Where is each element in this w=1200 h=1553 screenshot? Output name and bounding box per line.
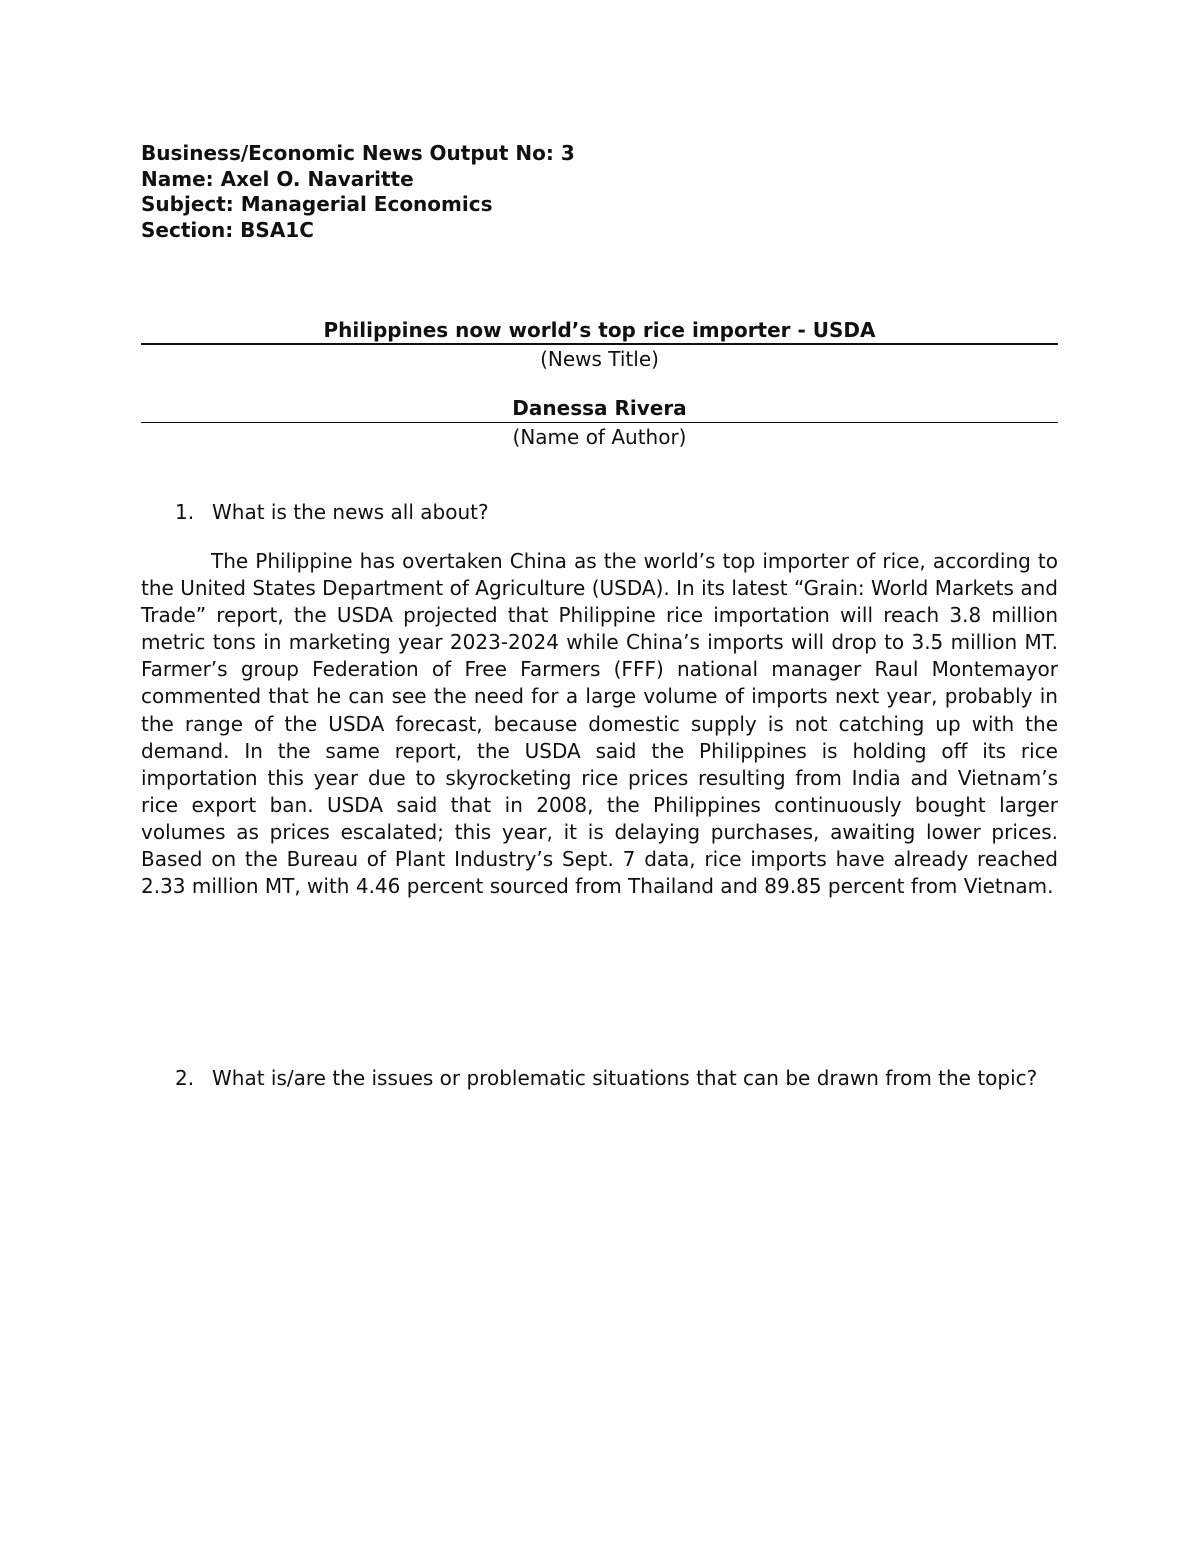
output-number-line: Business/Economic News Output No: 3 [141, 141, 575, 165]
news-title: Philippines now world’s top rice importer - USDA [323, 318, 876, 342]
author-caption: (Name of Author) [512, 425, 687, 449]
question-number: 1. [175, 500, 195, 524]
document-header [141, 141, 575, 243]
news-title-caption: (News Title) [540, 347, 659, 371]
author-underline [141, 422, 1058, 423]
question-text: What is the news all about? [212, 500, 489, 524]
question-text: What is/are the issues or problematic situations that can be drawn from the topic? [212, 1066, 1038, 1090]
section-line: Section: BSA1C [141, 217, 314, 242]
student-name-line: Name: Axel O. Navaritte [141, 166, 414, 191]
subject-line: Subject: Managerial Economics [141, 192, 493, 216]
question-number: 2. [175, 1066, 195, 1090]
author-name: Danessa Rivera [512, 396, 687, 420]
question-1 [175, 500, 489, 525]
question-2 [175, 1066, 1038, 1091]
title-underline [141, 343, 1058, 345]
answer-paragraph: The Philippine has overtaken China as the world’s top importer of rice, according to the United States Department of Agriculture (USDA). In its latest “Grain: World Markets and Trade” report, the USDA projected that Philippine rice importation will reach 3.8 million metric tons in marketing year 2023-2024 while China’s imports will drop to 3.5 million MT. Farmer’s group Federation of Free Farmers (FFF) national manager Raul Montemayor commented that he can see the need for a large volume of imports next year, probably in the range of the USDA forecast, because domestic supply is not catching up with the demand. In the same report, the USDA said the Philippines is holding off its rice importation this year due to skyrocketing rice prices resulting from India and Vietnam’s rice export ban. USDA said that in 2008, the Philippines continuously bought larger volumes as prices escalated; this year, it is delaying purchases, awaiting lower prices. Based on the Bureau of Plant Industry’s Sept. 7 data, rice imports have already reached 2.33 million MT, with 4.46 percent sourced from Thailand and 89.85 percent from Vietnam. [141, 549, 1058, 899]
